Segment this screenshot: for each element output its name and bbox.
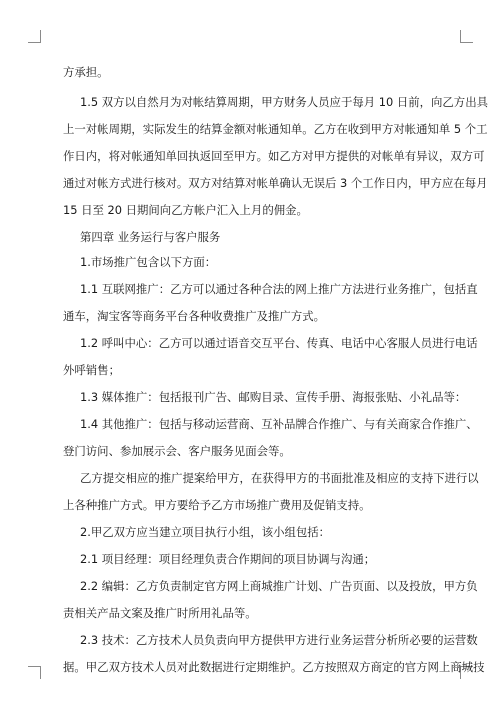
crop-mark-bottom-left [28, 666, 41, 679]
text-line: 2.甲乙双方应当建立项目执行小组，该小组包括： [80, 525, 331, 539]
text-line: 乙方提交相应的推广提案给甲方，在获得甲方的书面批准及相应的支持下进行以 [80, 471, 479, 485]
chapter-heading: 第四章 业务运行与客户服务 [80, 230, 221, 244]
text-line: 方承担。 [63, 65, 109, 79]
text-line: 1.2 呼叫中心：乙方可以通过语音交互平台、传真、电话中心客服人员进行电话 [80, 336, 478, 350]
text-line: 外呼销售； [63, 363, 120, 377]
text-line: 通过对帐方式进行核对。双方对结算对帐单确认无误后 3 个工作日内，甲方应在每月 [63, 176, 488, 190]
text-line: 责相关产品文案及推广时所用礼品等。 [63, 606, 257, 620]
text-line: 通车，淘宝客等商务平台各种收费推广及推广方式。 [63, 309, 325, 323]
text-line: 1.1 互联网推广：乙方可以通过各种合法的网上推广方法进行业务推广，包括直 [80, 282, 478, 296]
crop-mark-top-left [28, 30, 41, 43]
text-line: 上各种推广方式。甲方要给予乙方市场推广费用及促销支持。 [63, 498, 371, 512]
text-line: 15 日至 20 日期间向乙方帐户汇入上月的佣金。 [63, 203, 308, 217]
document-body [63, 64, 488, 675]
text-line: 作日内，将对帐通知单回执返回至甲方。如乙方对甲方提供的对帐单有异议，双方可 [63, 149, 485, 163]
text-line: 1.4 其他推广：包括与移动运营商、互补品牌合作推广、与有关商家合作推广、 [80, 417, 478, 431]
text-line: 1.5 双方以自然月为对帐结算周期，甲方财务人员应于每月 10 日前，向乙方出具 [80, 95, 488, 109]
text-line: 2.1 项目经理：项目经理负责合作期间的项目协调与沟通； [80, 552, 376, 566]
text-line: 1.市场推广包含以下方面： [80, 255, 217, 269]
text-line: 2.2 编辑：乙方负责制定官方网上商城推广计划、广告页面、以及投放，甲方负 [80, 579, 478, 593]
text-line: 1.3 媒体推广：包括报刊广告、邮购目录、宣传手册、海报张贴、小礼品等： [80, 390, 467, 404]
crop-mark-top-right [460, 30, 473, 43]
text-line: 2.3 技术：乙方技术人员负责向甲方提供甲方进行业务运营分析所必要的运营数 [80, 633, 478, 647]
text-line: 上一对帐周期，实际发生的结算金额对帐通知单。乙方在收到甲方对帐通知单 5 个工 [63, 122, 488, 136]
text-line: 据。甲乙双方技术人员对此数据进行定期维护。乙方按照双方商定的官方网上商城技 [63, 660, 485, 674]
text-line: 登门访问、参加展示会、客户服务见面会等。 [63, 444, 291, 458]
